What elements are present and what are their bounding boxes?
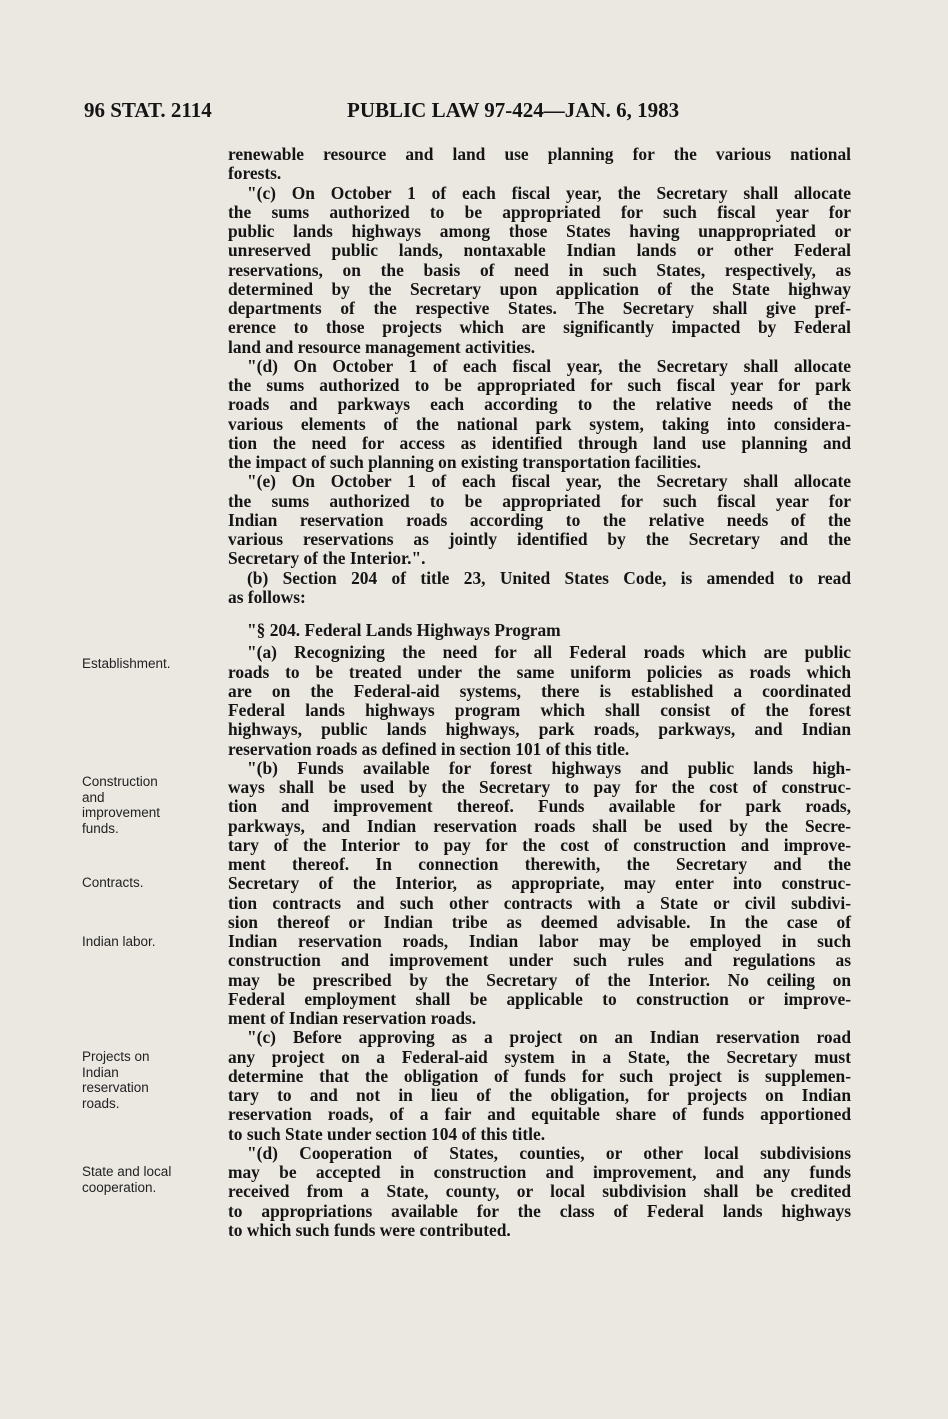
text-line: Federal employment shall be applicable to construction or improve- bbox=[228, 988, 851, 1009]
text-line: "(c) Before approving as a project on an Indian reservation road bbox=[247, 1027, 851, 1048]
margin-note-contracts: Contracts. bbox=[82, 875, 144, 890]
text-line: "(c) On October 1 of each fiscal year, the Secretary shall allocate bbox=[247, 182, 851, 203]
body-block-2 bbox=[228, 643, 851, 1240]
text-line: to appropriations available for the class of Federal lands highways bbox=[228, 1200, 851, 1221]
text-line: construction and improvement under such rules and regulations as bbox=[228, 950, 851, 971]
text-line: tion the need for access as identified through land use planning and bbox=[228, 432, 851, 453]
text-line: public lands highways among those States having unappropriated or bbox=[228, 221, 851, 241]
text-line: roads and parkways each according to the relative needs of the bbox=[228, 394, 851, 415]
text-line: determine that the obligation of funds for such project is supplemen- bbox=[228, 1065, 851, 1086]
text-line: reservation roads as defined in section 101 of this title. bbox=[228, 738, 630, 759]
text-line: tion contracts and such other contracts with a State or civil subdivi- bbox=[228, 892, 851, 913]
text-line: to which such funds were contributed. bbox=[228, 1219, 511, 1240]
text-line: (b) Section 204 of title 23, United States Code, is amended to read bbox=[247, 567, 851, 588]
text-line: roads to be treated under the same uniform policies as roads which bbox=[228, 661, 851, 682]
text-line: various reservations as jointly identified by the Secretary and the bbox=[228, 529, 851, 549]
text-line: received from a State, county, or local subdivision shall be credited bbox=[228, 1181, 851, 1202]
text-line: Indian reservation roads, Indian labor may be employed in such bbox=[228, 931, 851, 951]
text-line: may be accepted in construction and improvement, and any funds bbox=[228, 1162, 851, 1182]
margin-note-projects-on-indian-roads: Projects on Indian reservation roads. bbox=[82, 1049, 150, 1111]
text-line: ment of Indian reservation roads. bbox=[228, 1008, 477, 1028]
statute-page-reference: 96 STAT. 2114 bbox=[84, 98, 212, 122]
text-line: "(e) On October 1 of each fiscal year, the Secretary shall allocate bbox=[247, 471, 851, 492]
text-line: departments of the respective States. The Secretary shall give pref- bbox=[228, 298, 851, 318]
text-line: erence to those projects which are significantly impacted by Federal bbox=[228, 317, 851, 338]
text-line: tary to and not in lieu of the obligation, for projects on Indian bbox=[228, 1085, 851, 1105]
text-line: any project on a Federal-aid system in a State, the Secretary must bbox=[228, 1046, 851, 1067]
text-line: land and resource management activities. bbox=[228, 336, 536, 357]
text-line: tion and improvement thereof. Funds available for park roads, bbox=[228, 796, 851, 817]
text-line: may be prescribed by the Secretary of the Interior. No ceiling on bbox=[228, 969, 851, 990]
text-line: reservation roads, of a fair and equitable share of funds apportioned bbox=[228, 1104, 851, 1125]
text-line: ways shall be used by the Secretary to pay for the cost of construc- bbox=[228, 777, 851, 797]
text-line: the sums authorized to be appropriated for such fiscal year for bbox=[228, 201, 851, 222]
text-line: are on the Federal-aid systems, there is established a coordinated bbox=[228, 680, 851, 701]
text-line: tary of the Interior to pay for the cost of construction and improve- bbox=[228, 834, 851, 855]
text-line: reservations, on the basis of need in such States, respectively, as bbox=[228, 259, 851, 280]
text-line: the impact of such planning on existing transportation facilities. bbox=[228, 452, 701, 472]
text-line: as follows: bbox=[228, 586, 306, 607]
text-line: Federal lands highways program which shall consist of the forest bbox=[228, 700, 851, 720]
margin-note-state-local-cooperation: State and local cooperation. bbox=[82, 1164, 172, 1195]
text-line: the sums authorized to be appropriated for such fiscal year for park bbox=[228, 375, 851, 395]
margin-note-indian-labor: Indian labor. bbox=[82, 934, 156, 949]
public-law-title: PUBLIC LAW 97-424—JAN. 6, 1983 bbox=[347, 98, 680, 122]
section-heading: "§ 204. Federal Lands Highways Program bbox=[247, 620, 561, 640]
text-line: Indian reservation roads according to the relative needs of the bbox=[228, 509, 851, 530]
text-line: "(d) On October 1 of each fiscal year, the Secretary shall allocate bbox=[247, 355, 851, 376]
text-line: "(d) Cooperation of States, counties, or other local subdivisions bbox=[247, 1142, 851, 1163]
text-line: parkways, and Indian reservation roads shall be used by the Secre- bbox=[228, 815, 851, 836]
text-line: "(b) Funds available for forest highways and public lands high- bbox=[247, 757, 851, 778]
text-line: various elements of the national park system, taking into considera- bbox=[228, 413, 851, 434]
text-line: ment thereof. In connection therewith, the Secretary and the bbox=[228, 854, 851, 874]
margin-note-construction-funds: Construction and improvement funds. bbox=[82, 774, 161, 836]
margin-note-establishment: Establishment. bbox=[82, 656, 171, 671]
text-line: determined by the Secretary upon application of the State highway bbox=[228, 278, 851, 299]
text-line: "(a) Recognizing the need for all Federal roads which are public bbox=[247, 642, 851, 663]
text-line: renewable resource and land use planning for the various national bbox=[228, 144, 851, 164]
body-text bbox=[228, 145, 851, 1240]
text-line: the sums authorized to be appropriated for such fiscal year for bbox=[228, 490, 851, 511]
text-line: Secretary of the Interior.". bbox=[228, 548, 426, 569]
body-block-1 bbox=[228, 145, 851, 607]
text-line: forests. bbox=[228, 163, 282, 184]
text-line: to such State under section 104 of this title. bbox=[228, 1123, 546, 1144]
text-line: Secretary of the Interior, as appropriate, may enter into construc- bbox=[228, 873, 851, 894]
text-line: unreserved public lands, nontaxable Indian lands or other Federal bbox=[228, 240, 851, 261]
text-line: highways, public lands highways, park roads, parkways, and Indian bbox=[228, 719, 851, 740]
text-line: sion thereof or Indian tribe as deemed advisable. In the case of bbox=[228, 911, 851, 932]
